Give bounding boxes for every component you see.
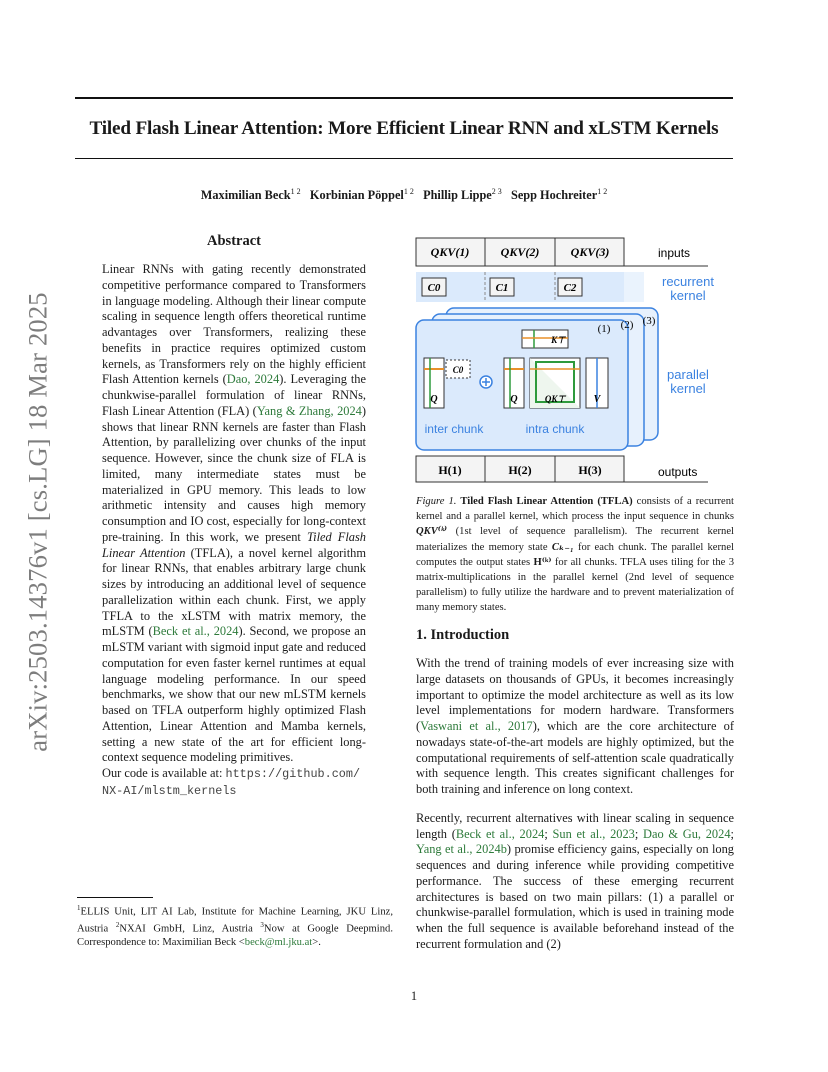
code-prefix: Our code is available at: [102,766,226,780]
page-number: 1 [410,989,418,1003]
author-name: Maximilian Beck [200,188,291,203]
arxiv-stamp: arXiv:2503.14376v1 [cs.LG] 18 Mar 2025 [22,292,53,752]
footnote-text: ELLIS Unit, LIT AI Lab, Institute for Machine Learning, JKU Linz, Austria [77,906,393,935]
intro-text: ), which are the core architecture of nowadays state-of-the-art models are highly optimized, but the computational requirements of self-attention scale quadratically with sequence length. This creates significant challenges for both training and inference on long context. [416,719,735,796]
abstract-text: (TFLA), a novel kernel algorithm for linear RNNs, that enables arbitrary large chunk sizes by introducing an additional level of sequence parallelization within each chunk. First, we apply TFLA to the xLSTM with matrix memory, the mLSTM ( [102,545,367,639]
author-list [75,187,733,203]
citation-link[interactable]: Yang & Zhang, 2024 [256,403,362,418]
paper-title: Tiled Flash Linear Attention: More Efficient Linear RNN and xLSTM Kernels [89,118,719,139]
citation-link[interactable]: Vaswani et al., 2017 [420,719,533,733]
title-top-rule [75,97,733,99]
input-chunk-label: QKV(1) [430,245,470,259]
recurrent-kernel-label: recurrent kernel [661,274,715,303]
stack-index: (1) [597,323,611,335]
introduction-body [416,656,734,953]
stack-index: (3) [642,315,656,327]
matrix-label: C0 [452,365,464,375]
state-label: C0 [427,282,441,294]
matrix-label: QK⊤ [544,394,566,404]
caption-label: Figure 1. [416,496,457,507]
citation-link[interactable]: Yang et al., 2024b [416,842,507,857]
affiliations-footnote: $^1$ELLIS Unit, LIT AI Lab, Institute for Machine Learning, JKU Linz, Austria $^2$NXAI GmbH, Linz, Austria $^3$Now at Google Deepmind. Correspondence to: Maximilian Beck <beck@ml.jku.at>. [77,904,393,949]
intro-text: Recently, recurrent alternatives with linear scaling in sequence length ( [416,810,734,841]
input-chunk-label: QKV(3) [570,245,610,259]
state-label: C1 [495,282,509,294]
footnote-text: >. [312,937,321,949]
recurrent-kernel-band [416,272,624,302]
abstract-emphasis: Tiled Flash Linear Attention [102,529,367,560]
input-chunk-label: QKV(2) [500,245,540,259]
outputs-label: outputs [658,465,698,479]
intro-paragraph [416,811,734,953]
footnote-rule [77,897,153,898]
code-availability [102,766,366,800]
code-url-link[interactable]: https://github.com/NX-AI/mlstm_kernels [102,767,361,798]
caption-math: QKV⁽ᵏ⁾ [416,526,448,538]
author-affiliation: 2 3 [491,187,502,196]
footnote-text: NXAI GmbH, Linz, Austria [119,923,261,935]
matrix-label: V [593,394,601,405]
email-link[interactable]: beck@ml.jku.at [244,937,313,949]
author-name: Sepp Hochreiter [511,188,598,203]
author-affiliation: 1 2 [403,187,414,196]
author-affiliation: 1 2 [597,187,608,196]
output-label: H(1) [438,463,462,477]
footnote-text: Now at Google Deepmind. Correspondence to: Maximilian Beck < [77,923,393,949]
intro-text: ; [634,826,644,841]
citation-link[interactable]: Beck et al., 2024 [152,624,239,639]
caption-math: Cₖ₋₁ [551,541,574,553]
matrix-label: Q [430,394,438,405]
intro-text: ; [730,826,734,841]
inputs-label: inputs [658,246,691,260]
abstract-heading: Abstract [207,233,261,249]
abstract-text: Linear RNNs with gating recently demonstrated competitive performance compared to Transformers in language modeling. Although their linear compute scaling in sequence length offers theoretical runtime advantages over Transformers, realizing these benefits in practice requires optimized custom kernels, as Transformers rely on the highly efficient Flash Attention kernels ( [102,262,366,387]
title-bottom-rule [75,158,733,159]
author-name: Korbinian Pöppel [309,188,404,203]
citation-link[interactable]: Sun et al., 2023 [552,826,635,841]
citation-link[interactable]: Beck et al., 2024 [455,826,545,841]
citation-link[interactable]: Dao & Gu, 2024 [643,826,731,841]
caption-text: for each chunk. The parallel kernel computes the output states [416,541,734,568]
abstract-body [102,262,366,800]
intra-chunk-label: intra chunk [525,422,585,436]
caption-text: (1st level of sequence parallelism). The recurrent kernel materializes the memory state [416,526,734,553]
abstract-text: ). Leveraging the chunkwise-parallel formulation of linear RNNs, Flash Linear Attention (FLA) ( [102,372,366,418]
matrix-label: Q [510,394,518,405]
author-name: Phillip Lippe [423,188,492,203]
caption-title: Tiled Flash Linear Attention (TFLA) [460,496,633,507]
abstract-text: ). Second, we propose an mLSTM variant with sigmoid input gate and reduced computation for even faster kernel runtimes at equal language modeling performance. In our speed benchmarks, we show that our new mLSTM kernels based on TFLA outperform highly optimized Flash Attention, Linear Attention and Mamba kernels, setting a new state of the art for efficient long-context sequence modeling primitives. [102,624,366,765]
output-label: H(2) [508,463,532,477]
intro-paragraph [416,656,734,798]
state-label: C2 [563,282,577,294]
matrix-label: K⊤ [551,335,565,345]
intro-text: ; [544,826,553,841]
abstract-text: ) shows that linear RNN kernels are faster than Flash Attention, by parallelizing over chunks of the input sequence. However, since the chunk size of FLA is limited, many intermediate states must be materialized in GPU memory. This leads to low arithmetic intensity and causes high memory consumption and IO cost, especially for long-context pre-training. In this work, we present [102,403,367,544]
inter-chunk-label: inter chunk [424,422,484,436]
citation-link[interactable]: Dao, 2024 [226,372,280,387]
author-affiliation: 1 2 [290,187,301,196]
caption-text: for all chunks. TFLA uses tiling for the 3 matrix-multiplications in the parallel kernel (2nd level of sequence parallelism) to fully utilize the hardware and to prevent materialization of many memory states. [416,556,734,614]
stack-index: (2) [620,319,634,331]
intro-text: With the trend of training models of ever increasing size with large datasets on thousands of GPUs, it becomes increasingly important to optimize the model architecture as well as its low level implementations for modern hardware. Transformers ( [416,656,734,733]
intro-text: ) promise efficiency gains, especially on long sequences and during inference while providing competitive performance. The success of these emerging recurrent architectures is based on two main pillars: (1) a parallel or chunkwise-parallel formulation, which is used in training mode when the full sequence is available beforehand instead of the recurrent formulation and (2) [416,842,734,951]
abstract-paragraph [102,262,366,766]
output-label: H(3) [578,463,602,477]
tfla-diagram [412,234,734,486]
figure-caption [416,494,734,616]
caption-text: consists of a recurrent kernel and a parallel kernel, which process the input sequence in chunks [416,496,734,523]
caption-math: H⁽ᵏ⁾ [533,556,552,568]
parallel-kernel-label: parallel kernel [667,367,709,396]
section-heading: 1. Introduction [416,627,510,643]
